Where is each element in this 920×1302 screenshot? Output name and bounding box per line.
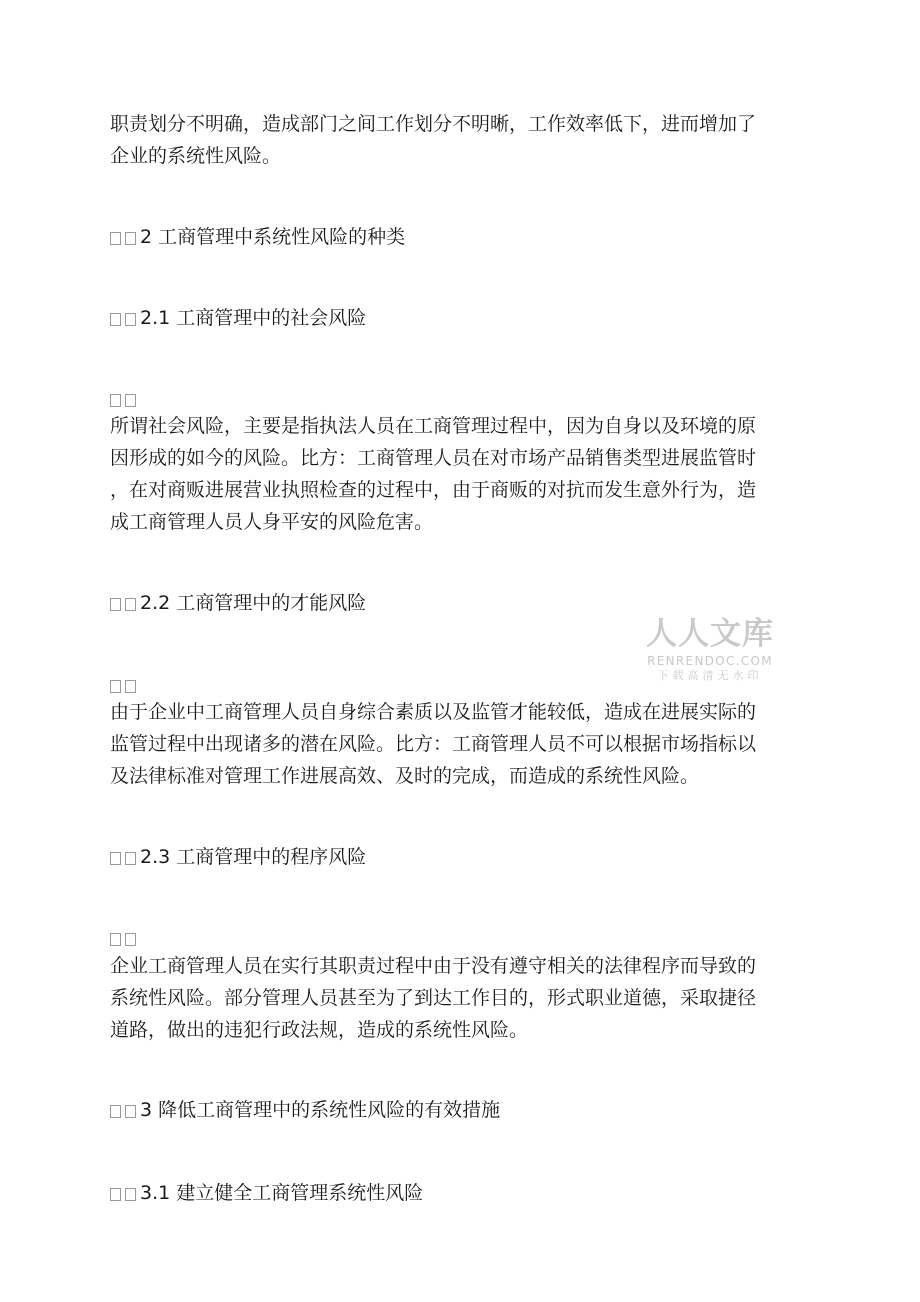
intro-line-1: 职责划分不明确，造成部门之间工作划分不明晰，工作效率低下，进而增加了 bbox=[110, 113, 757, 135]
missing-glyph-icon bbox=[110, 302, 140, 334]
intro-line-2: 企业的系统性风险。 bbox=[110, 145, 282, 167]
paragraph-2-2-line-3: 及法律标准对管理工作进展高效、及时的完成，而造成的系统性风险。 bbox=[110, 765, 700, 787]
missing-glyph-icon bbox=[110, 587, 140, 619]
watermark-domain: RENRENDOC.COM bbox=[647, 654, 773, 668]
heading-2-3-text: 2.3 工商管理中的程序风险 bbox=[140, 846, 367, 868]
paragraph-2-1-line-1: 所谓社会风险，主要是指执法人员在工商管理过程中，因为自身以及环境的原 bbox=[110, 415, 757, 437]
paragraph-2-2-line-1: 由于企业中工商管理人员自身综合素质以及监管才能较低，造成在进展实际的 bbox=[110, 701, 757, 723]
missing-glyph-icon bbox=[110, 221, 140, 253]
paragraph-2-3 bbox=[110, 950, 800, 1046]
missing-glyph-icon bbox=[110, 1094, 140, 1126]
missing-glyph-icon bbox=[110, 841, 140, 873]
paragraph-2-3-line-2: 系统性风险。部分管理人员甚至为了到达工作目的，形式职业道德，采取捷径 bbox=[110, 987, 757, 1009]
heading-3 bbox=[110, 1094, 800, 1126]
watermark-tagline: 下载高清无水印 bbox=[657, 669, 763, 682]
heading-2 bbox=[110, 221, 800, 253]
paragraph-2-1 bbox=[110, 410, 800, 538]
paragraph-2-1-line-3: ，在对商贩进展营业执照检查的过程中，由于商贩的对抗而发生意外行为，造 bbox=[110, 479, 757, 501]
paragraph-2-1-line-4: 成工商管理人员人身平安的风险危害。 bbox=[110, 511, 434, 533]
intro-paragraph bbox=[110, 108, 800, 172]
watermark-chinese: 人人文库 bbox=[646, 616, 774, 652]
heading-3-1-text: 3.1 建立健全工商管理系统性风险 bbox=[140, 1182, 424, 1204]
paragraph-2-1-line-2: 因形成的如今的风险。比方：工商管理人员在对市场产品销售类型进展监管时 bbox=[110, 447, 757, 469]
paragraph-2-3-line-3: 道路，做出的违犯行政法规，造成的系统性风险。 bbox=[110, 1019, 529, 1041]
heading-2-3 bbox=[110, 841, 800, 873]
heading-2-2-text: 2.2 工商管理中的才能风险 bbox=[140, 592, 367, 614]
missing-glyph-icon bbox=[110, 1177, 140, 1209]
heading-2-2 bbox=[110, 587, 800, 619]
paragraph-2-2 bbox=[110, 696, 800, 792]
paragraph-2-2-line-2: 监管过程中出现诸多的潜在风险。比方：工商管理人员不可以根据市场指标以 bbox=[110, 733, 757, 755]
paragraph-2-3-line-1: 企业工商管理人员在实行其职责过程中由于没有遵守相关的法律程序而导致的 bbox=[110, 955, 757, 977]
heading-2-text: 2 工商管理中系统性风险的种类 bbox=[140, 226, 406, 248]
heading-2-1-text: 2.1 工商管理中的社会风险 bbox=[140, 307, 367, 329]
heading-3-text: 3 降低工商管理中的系统性风险的有效措施 bbox=[140, 1099, 501, 1121]
heading-2-1 bbox=[110, 302, 800, 334]
heading-3-1 bbox=[110, 1177, 800, 1209]
